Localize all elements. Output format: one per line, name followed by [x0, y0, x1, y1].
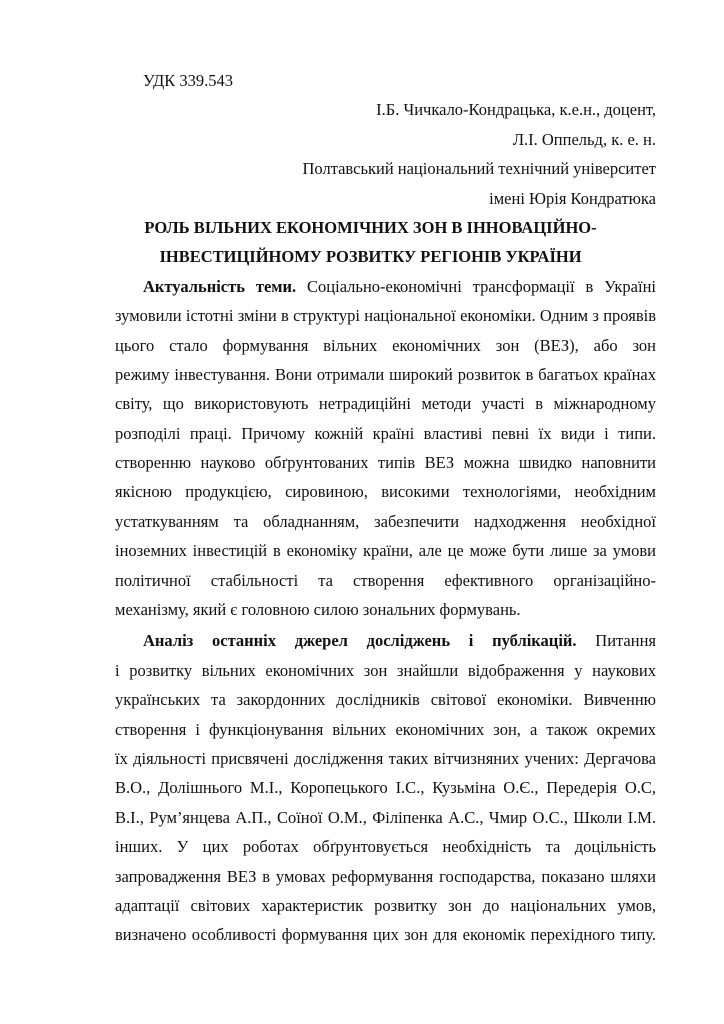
paragraph-line: політичної стабільності та створення ефективного організаційно- [115, 570, 656, 590]
paragraph-line: світу, що використовують нетрадиційні методи участі в міжнародному [115, 394, 656, 414]
udc-code: УДК 339.543 [143, 71, 234, 90]
article-title-line-1: РОЛЬ ВІЛЬНИХ ЕКОНОМІЧНИХ ЗОН В ІННОВАЦІЙНО- [144, 217, 597, 237]
paragraph-line: Актуальність теми. Соціально-економічні трансформації в Україні [143, 276, 656, 296]
paragraph-line: українських та закордонних дослідників світової економіки. Вивченню [115, 690, 656, 710]
paragraph-line: Аналіз останніх джерел досліджень і публікацій. Питання [143, 631, 656, 651]
paragraph-line: механізму, який є головною силою зональних формувань. [115, 600, 521, 620]
paragraph-line: запровадження ВЕЗ в умовах реформування господарства, показано шляхи [115, 866, 656, 886]
paragraph-line: режиму інвестування. Вони отримали широкий розвиток в багатьох країнах [115, 364, 656, 384]
author-2: Л.І. Оппельд, к. е. н. [512, 129, 656, 149]
paragraph-line: і розвитку вільних економічних зон знайшли відображення у наукових [115, 660, 656, 680]
paragraph-line: створення і функціонування вільних економічних зон, а також окремих [115, 719, 656, 739]
paragraph-line: адаптації світових характеристик розвитку зон до національних умов, [115, 895, 656, 915]
document-page [115, 66, 656, 950]
section-heading: Аналіз останніх джерел досліджень і публікацій. [143, 631, 577, 651]
paragraph-line: іноземних інвестицій в економіку країни, але це може бути лише за умови [115, 541, 656, 561]
article-title-line-2: ІНВЕСТИЦІЙНОМУ РОЗВИТКУ РЕГІОНІВ УКРАЇНИ [159, 247, 582, 267]
paragraph-line: якісною продукцією, сировиною, високими технологіями, необхідним [115, 482, 656, 502]
section-literature-review [115, 626, 656, 949]
paragraph-line: В.О., Долішнього М.І., Коропецького І.С., Кузьміна О.Є., Передерія О.С, [115, 778, 656, 798]
paragraph-line: їх діяльності присвячені дослідження таких вітчизняних учених: Дергачова [115, 748, 656, 768]
paragraph-line: В.І., Рум’янцева А.П., Соїної О.М., Філіпенка А.С., Чмир О.С., Школи І.М. [115, 807, 656, 827]
paragraph-line: визначено особливості формування цих зон для економік перехідного типу. [115, 925, 656, 945]
section-relevance [115, 272, 656, 625]
author-1: І.Б. Чичкало-Кондрацька, к.е.н., доцент, [376, 100, 656, 120]
paragraph-line: створенню науково обґрунтованих типів ВЕЗ можна швидко наповнити [115, 453, 656, 473]
paragraph-line: устаткуванням та обладнанням, забезпечити надходження необхідної [115, 511, 656, 531]
affiliation-2: імені Юрія Кондратюка [489, 188, 656, 208]
section-heading: Актуальність теми. [143, 276, 297, 296]
affiliation-1: Полтавський національний технічний університет [302, 159, 656, 179]
paragraph-line: інших. У цих роботах обґрунтовується необхідність та доцільність [115, 837, 656, 857]
paragraph-line: розподілі праці. Причому кожній країні властиві певні їх види і типи. [115, 423, 656, 443]
paragraph-line: цього стало формування вільних економічних зон (ВЕЗ), або зон [115, 335, 656, 355]
paragraph-line: зумовили істотні зміни в структурі національної економіки. Одним з проявів [115, 306, 656, 326]
